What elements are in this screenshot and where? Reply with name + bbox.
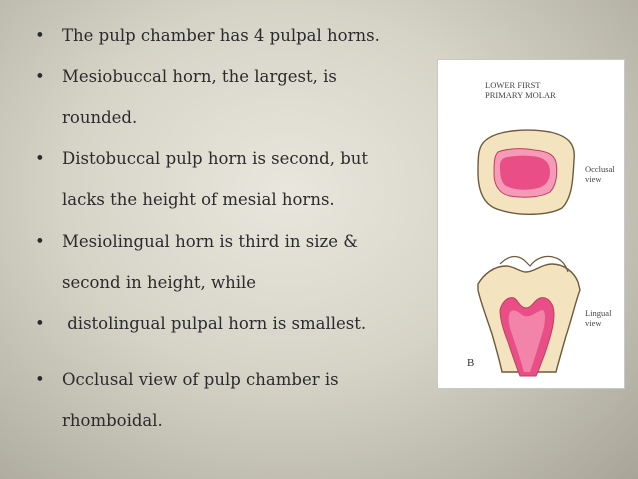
bullet-text: The pulp chamber has 4 pulpal horns. [62,26,380,45]
occlusal-view-label [585,164,615,184]
figure-title-line: PRIMARY MOLAR [485,90,556,100]
figure-title-line: LOWER FIRST [485,80,541,90]
label-line: Lingual [585,308,612,318]
bullet-text: rounded. [62,108,138,127]
bullet-text: rhomboidal. [62,411,163,430]
bullet-marker: • [35,314,45,333]
bullet-marker: • [35,26,45,45]
bullet-text: second in height, while [62,273,257,292]
bullet-text: Mesiobuccal horn, the largest, is [62,67,337,86]
bullet-marker: • [35,232,45,251]
label-line: view [585,318,602,328]
molar-figure [437,59,625,389]
bullet-text: Occlusal view of pulp chamber is [62,370,339,389]
bullet-text: distolingual pulpal horn is smallest. [62,314,367,333]
lingual-view-label [585,308,611,328]
label-line: view [585,174,602,184]
bullet-text: Mesiolingual horn is third in size & [62,232,358,251]
panel-letter: B [467,357,475,369]
bullet-marker: • [35,67,45,86]
bullet-marker: • [35,370,45,389]
bullet-marker: • [35,149,45,168]
bullet-text: lacks the height of mesial horns. [62,190,335,209]
bullet-text: Distobuccal pulp horn is second, but [62,149,369,168]
occlusal-pulp-core [500,156,550,190]
molar-illustration [438,60,624,388]
label-line: Occlusal [585,164,615,174]
